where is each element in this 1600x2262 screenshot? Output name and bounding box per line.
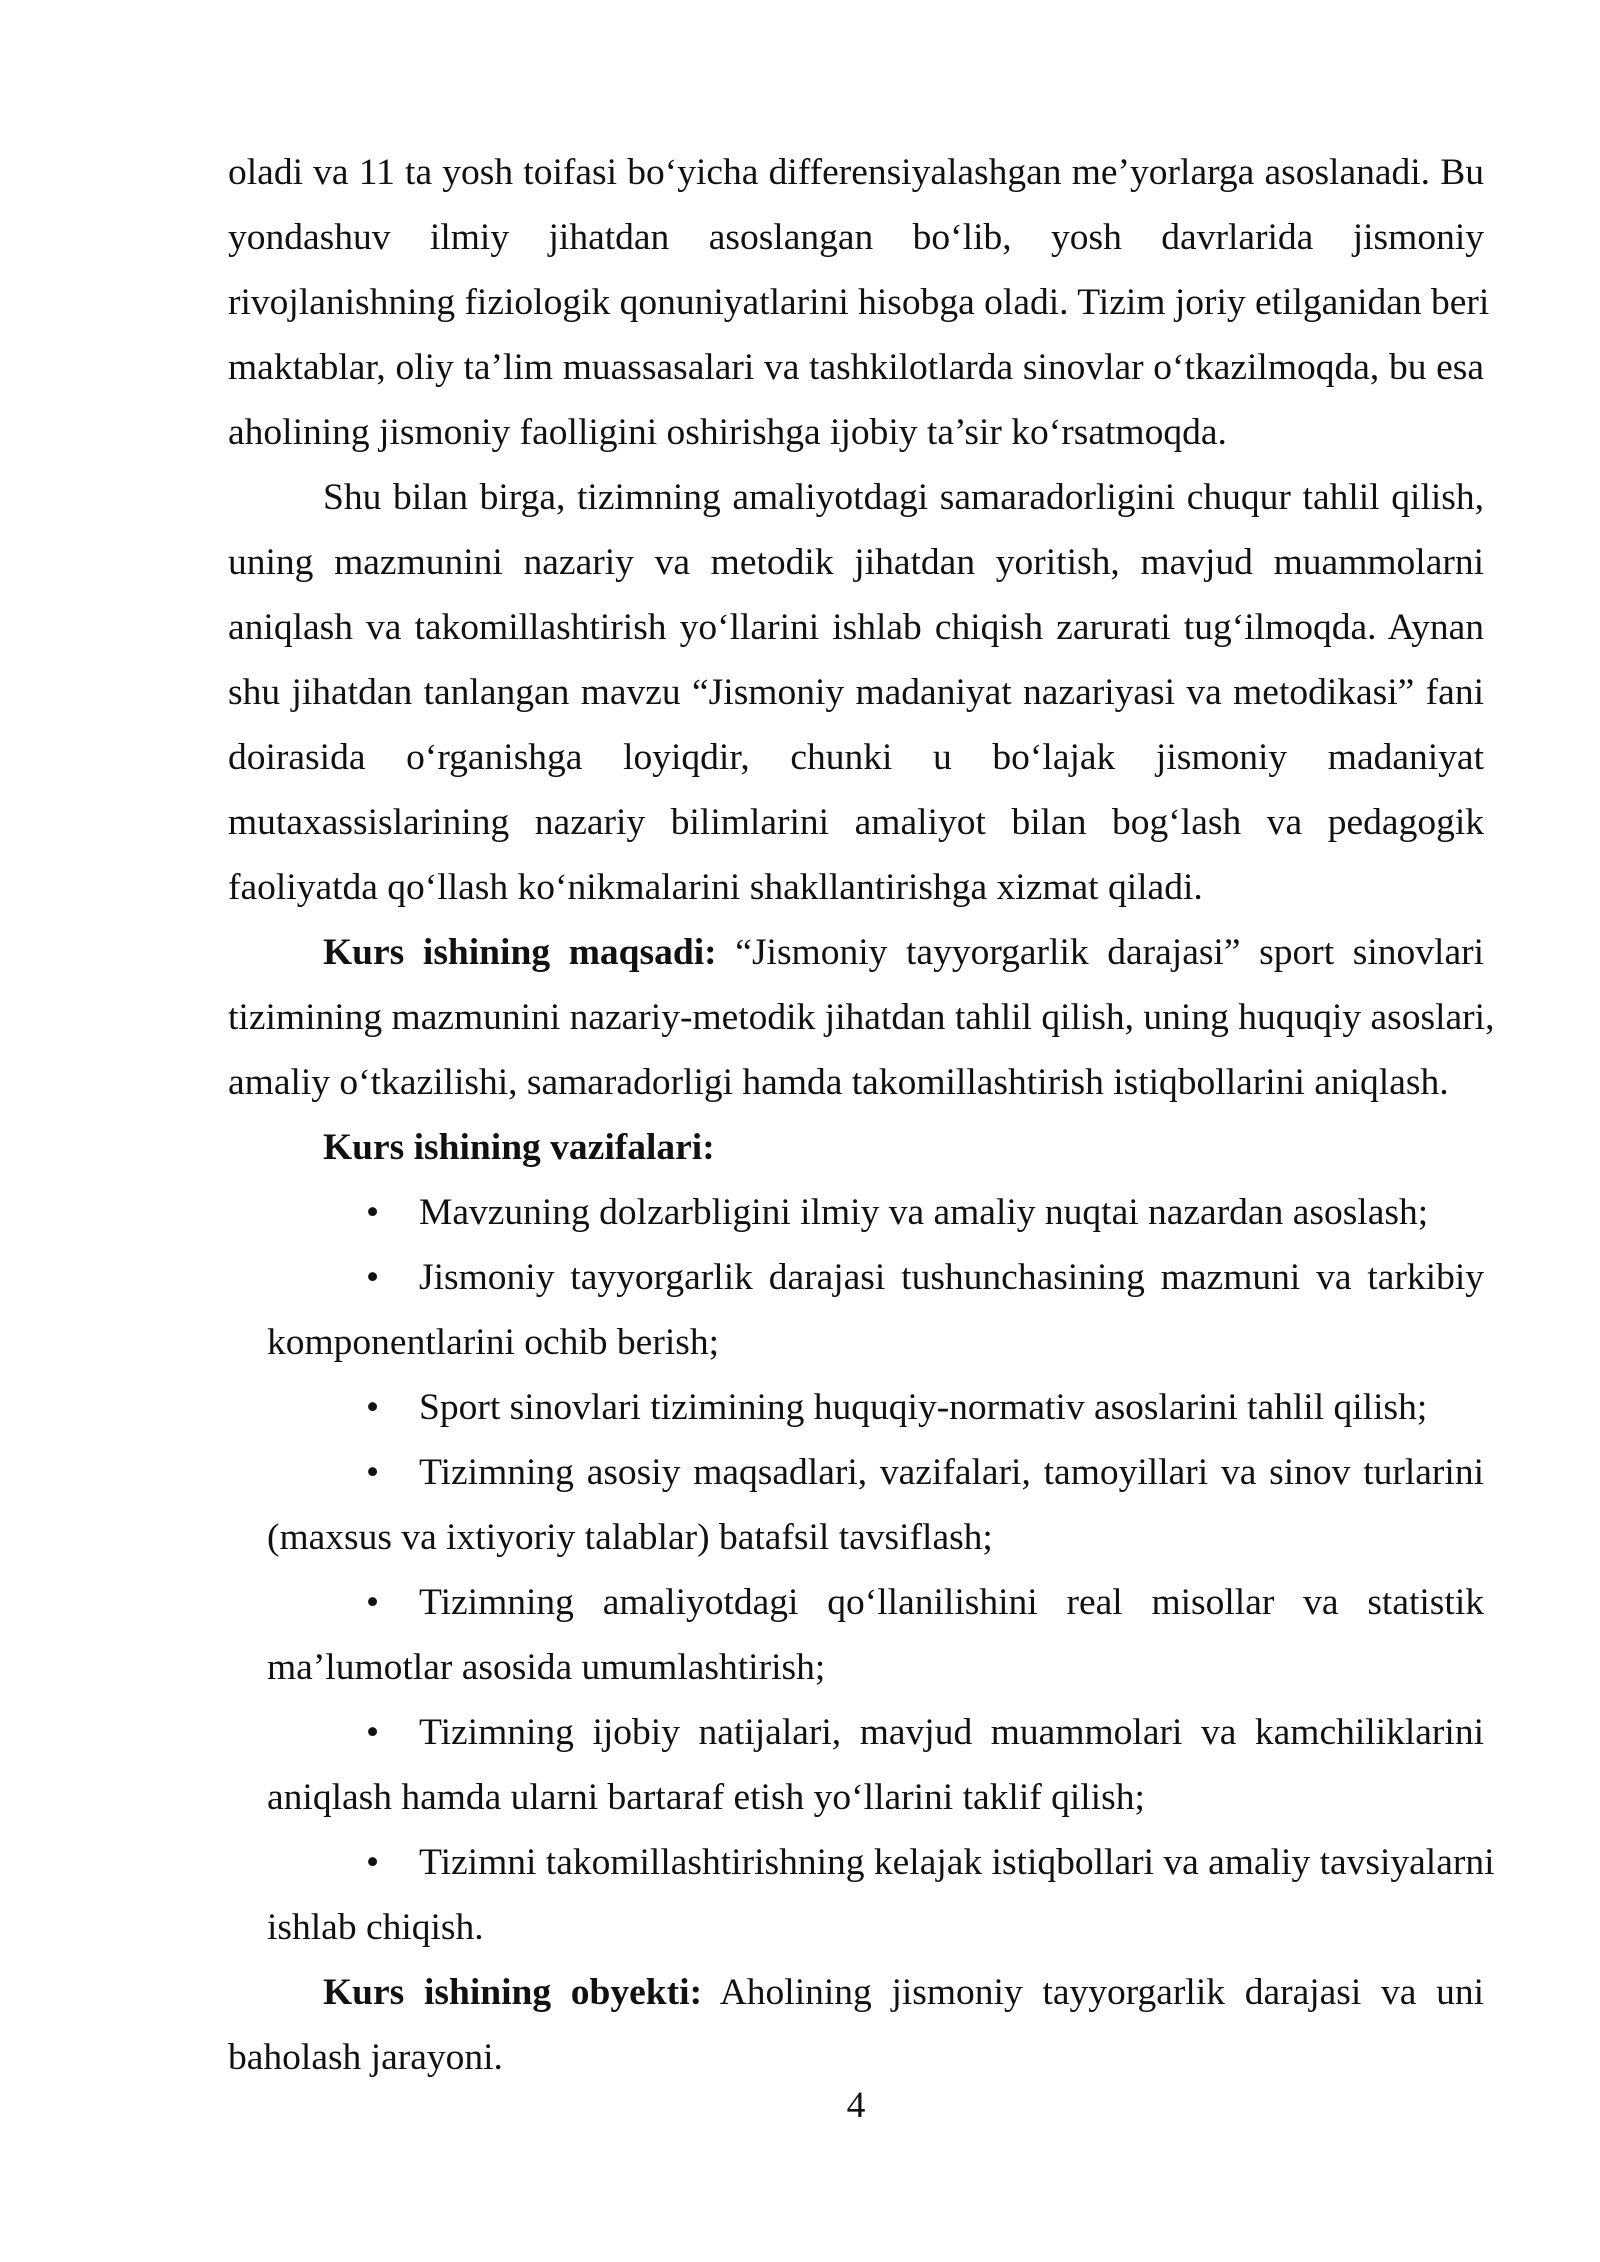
text-line: shu jihatdan tanlangan mavzu “Jismoniy madaniyat nazariyasi va metodikasi” fani <box>228 672 1484 713</box>
text-line: aholining jismoniy faolligini oshirishga ijobiy ta’sir ko‘rsatmoqda. <box>228 412 1227 453</box>
task-text: Tizimning ijobiy natijalari, mavjud muammolari va kamchiliklarini <box>419 1712 1484 1753</box>
goal-text: “Jismoniy tayyorgarlik darajasi” sport sinovlari <box>735 932 1484 973</box>
tasks-list <box>228 1180 1495 1960</box>
text-line: aniqlash hamda ularni bartaraf etish yo‘llarini taklif qilish; <box>267 1777 1145 1818</box>
task-item <box>228 1830 1495 1960</box>
text-line: Shu bilan birga, tizimning amaliyotdagi samaradorligini chuqur tahlil qilish, <box>323 477 1484 518</box>
bullet-icon: • <box>366 1257 380 1298</box>
text-line: maktablar, oliy ta’lim muassasalari va tashkilotlarda sinovlar o‘tkazilmoqda, bu esa <box>228 347 1484 388</box>
text-line: uning mazmunini nazariy va metodik jihatdan yoritish, mavjud muammolarni <box>228 542 1484 583</box>
bullet-icon: • <box>366 1452 380 1493</box>
tasks-heading <box>323 1115 1484 1180</box>
task-text: Mavzuning dolzarbligini ilmiy va amaliy nuqtai nazardan asoslash; <box>419 1192 1429 1233</box>
task-item <box>228 1180 1484 1245</box>
text-line: komponentlarini ochib berish; <box>267 1322 719 1363</box>
task-text: Tizimni takomillashtirishning kelajak istiqbollari va amaliy tavsiyalarni <box>419 1842 1495 1883</box>
text-line <box>366 1180 1484 1245</box>
text-line: ishlab chiqish. <box>267 1907 484 1948</box>
tasks-label: Kurs ishining vazifalari: <box>323 1127 715 1168</box>
text-line: yondashuv ilmiy jihatdan asoslangan bo‘lib, yosh davrlarida jismoniy <box>228 217 1484 258</box>
text-line <box>366 1440 1484 1505</box>
task-text: Tizimning asosiy maqsadlari, vazifalari, tamoyillari va sinov turlarini <box>419 1452 1484 1493</box>
text-line: aniqlash va takomillashtirish yo‘llarini ishlab chiqish zarurati tug‘ilmoqda. Aynan <box>228 607 1484 648</box>
object-text: Aholining jismoniy tayyorgarlik darajasi va uni <box>719 1972 1484 2013</box>
bullet-icon: • <box>366 1712 380 1753</box>
paragraph-relevance <box>228 465 1484 920</box>
text-line: tizimining mazmunini nazariy-metodik jihatdan tahlil qilish, uning huquqiy asoslari, <box>228 997 1495 1038</box>
task-item <box>228 1375 1484 1440</box>
text-line <box>323 920 1484 985</box>
text-line <box>366 1830 1495 1895</box>
text-line: oladi va 11 ta yosh toifasi bo‘yicha differensiyalashgan me’yorlarga asoslanadi. Bu <box>228 152 1484 193</box>
goal-label: Kurs ishining maqsadi: <box>323 932 717 973</box>
task-text: Tizimning amaliyotdagi qo‘llanilishini real misollar va statistik <box>419 1582 1484 1623</box>
text-line <box>366 1700 1484 1765</box>
task-item <box>228 1245 1484 1375</box>
task-text: Jismoniy tayyorgarlik darajasi tushunchasining mazmuni va tarkibiy <box>419 1257 1484 1298</box>
text-line: amaliy o‘tkazilishi, samaradorligi hamda takomillashtirish istiqbollarini aniqlash. <box>228 1062 1449 1103</box>
text-line <box>366 1570 1484 1635</box>
object-label: Kurs ishining obyekti: <box>323 1972 703 2013</box>
bullet-icon: • <box>366 1842 380 1883</box>
text-line: (maxsus va ixtiyoriy talablar) batafsil tavsiflash; <box>267 1517 993 1558</box>
bullet-icon: • <box>366 1192 380 1233</box>
task-text: Sport sinovlari tizimining huquqiy-normativ asoslarini tahlil qilish; <box>419 1387 1428 1428</box>
text-line <box>366 1245 1484 1310</box>
text-line: mutaxassislarining nazariy bilimlarini amaliyot bilan bog‘lash va pedagogik <box>228 802 1484 843</box>
page-number: 4 <box>846 2085 866 2126</box>
task-item <box>228 1700 1484 1830</box>
task-item <box>228 1570 1484 1700</box>
text-line: baholash jarayoni. <box>228 2037 503 2078</box>
text-line: rivojlanishning fiziologik qonuniyatlarini hisobga oladi. Tizim joriy etilganidan beri <box>228 282 1490 323</box>
bullet-icon: • <box>366 1582 380 1623</box>
text-line: faoliyatda qo‘llash ko‘nikmalarini shakllantirishga xizmat qiladi. <box>228 867 1203 908</box>
bullet-icon: • <box>366 1387 380 1428</box>
paragraph-object <box>228 1960 1484 2090</box>
page-body <box>228 140 1495 2090</box>
text-line <box>323 1960 1484 2025</box>
task-item <box>228 1440 1484 1570</box>
text-line <box>366 1375 1484 1440</box>
text-line: doirasida o‘rganishga loyiqdir, chunki u bo‘lajak jismoniy madaniyat <box>228 737 1484 778</box>
paragraph-continued <box>228 140 1490 465</box>
text-line: ma’lumotlar asosida umumlashtirish; <box>267 1647 826 1688</box>
paragraph-goal <box>228 920 1495 1115</box>
